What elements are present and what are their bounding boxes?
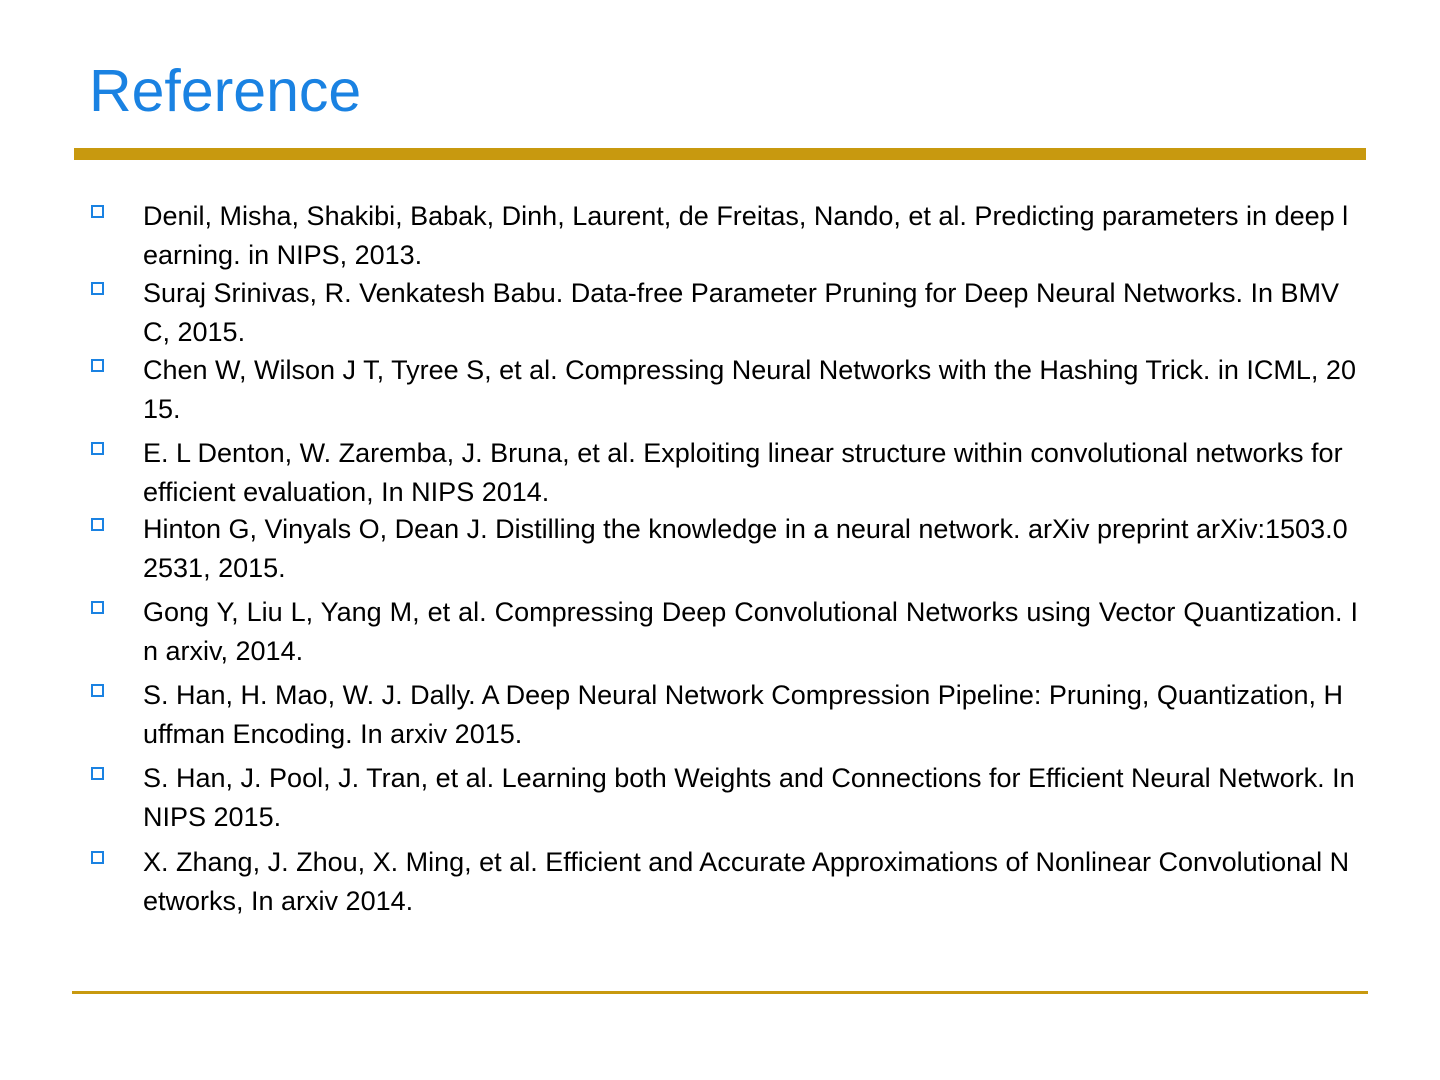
square-bullet-icon	[91, 205, 104, 218]
title-divider	[74, 148, 1366, 160]
square-bullet-icon	[91, 359, 104, 372]
square-bullet-icon	[91, 601, 104, 614]
reference-text: Gong Y, Liu L, Yang M, et al. Compressing Deep Convolutional Networks using Vector Quantization. In arxiv, 2014.	[143, 597, 1358, 666]
reference-text: S. Han, H. Mao, W. J. Dally. A Deep Neural Network Compression Pipeline: Pruning, Quantization, Huffman Encoding. In arxiv 2015.	[143, 680, 1344, 749]
reference-text: X. Zhang, J. Zhou, X. Ming, et al. Efficient and Accurate Approximations of Nonlinear Convolutional Networks, In arxiv 2014.	[143, 847, 1350, 916]
square-bullet-icon	[91, 518, 104, 531]
reference-text: Hinton G, Vinyals O, Dean J. Distilling the knowledge in a neural network. arXiv preprint arXiv:1503.02531, 2015.	[143, 514, 1348, 583]
reference-text: Chen W, Wilson J T, Tyree S, et al. Compressing Neural Networks with the Hashing Trick. in ICML, 2015.	[143, 355, 1356, 424]
square-bullet-icon	[91, 851, 104, 864]
reference-text: Denil, Misha, Shakibi, Babak, Dinh, Laurent, de Freitas, Nando, et al. Predicting parameters in deep learning. in NIPS, 2013.	[143, 201, 1349, 270]
square-bullet-icon	[91, 767, 104, 780]
footer-divider	[72, 991, 1368, 994]
square-bullet-icon	[91, 282, 104, 295]
square-bullet-icon	[91, 684, 104, 697]
reference-text: E. L Denton, W. Zaremba, J. Bruna, et al. Exploiting linear structure within convolutional networks for efficient evaluation, In NIPS 2014.	[143, 438, 1343, 507]
square-bullet-icon	[91, 442, 104, 455]
reference-text: S. Han, J. Pool, J. Tran, et al. Learning both Weights and Connections for Efficient Neural Network. In NIPS 2015.	[143, 763, 1355, 832]
slide-title: Reference	[89, 58, 362, 124]
reference-text: Suraj Srinivas, R. Venkatesh Babu. Data-free Parameter Pruning for Deep Neural Networks. In BMVC, 2015.	[143, 278, 1340, 347]
